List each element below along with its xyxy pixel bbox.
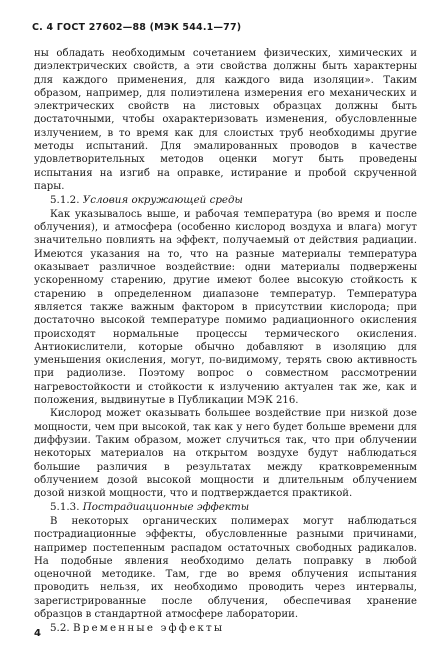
section-number: 5.1.2.: [50, 194, 80, 207]
section-title: Условия окружающей среды: [82, 194, 243, 207]
section-number: 5.1.3.: [50, 501, 80, 514]
paragraph-3: Кислород может оказывать большее воздействие при низкой дозе мощности, чем при высокой, так как у него будет больше времени для диффузии. Таким образом, может случиться так, что при облучении некоторых материалов на открытом воздухе будут наблюдаться большие различия в результатах между кратковременным облучением дозой высокой мощности и длительным облучением дозой низкой мощности, что и подтверждается практикой.: [34, 408, 417, 500]
page-number: 4: [34, 628, 41, 639]
section-heading-5-1-2: [50, 194, 417, 208]
paragraph-1: ны обладать необходимым сочетанием физических, химических и диэлектрических свойств, а эти свойства должны быть характерны для каждого применения, для каждого вида изоляции». Таким образом, например, для полиэтилена измерения его механических и электрических свойств на листовых образцах должны быть достаточными, чтобы охарактеризовать изменения, обусловленные излучением, в то время как для слоистых труб необходимы другие методы испытаний. Для эмалированных проводов в качестве удовлетворительных методов оценки могут быть проведены испытания на изгиб на оправке, истирание и пробой скрученной пары.: [34, 48, 417, 192]
section-heading-5-2: [50, 622, 417, 636]
section-heading-5-1-3: [50, 501, 417, 515]
page-header: С. 4 ГОСТ 27602—88 (МЭК 544.1—77): [32, 22, 242, 33]
section-number: 5.2.: [50, 622, 70, 635]
section-title: Пострадиационные эффекты: [82, 501, 250, 514]
section-title: Временные эффекты: [72, 622, 225, 635]
paragraph-2: Как указывалось выше, и рабочая температура (во время и после облучения), и атмосфера (особенно кислород воздуха и влага) могут значительно повлиять на эффект, получаемый от действия радиации. Имеются указания на то, что на разные материалы температура оказывает различное воздействие: одни материалы подвержены ускоренному старению, другие имеют более высокую стойкость к старению в определенном диапазоне температур. Температура является также важным фактором в присутствии кислорода; при достаточно высокой температуре помимо радиационного окисления происходят нормальные процессы термического окисления. Антиокислители, которые обычно добавляют в изоляцию для уменьшения окисления, могут, по-видимому, терять свою активность при радиолизе. Поэтому вопрос о совместном рассмотрении нагревостойкости и стойкости к излучению актуален так же, как и положения, выдвинутые в Публикации МЭК 216.: [34, 208, 417, 407]
paragraph-4: В некоторых органических полимерах могут наблюдаться пострадиационные эффекты, обусловленные разными причинами, например постепенным распадом остаточных свободных радикалов. На подобные явления необходимо делать поправку в любой оценочной методике. Там, где во время облучения испытания проводить нельзя, их необходимо проводить через интервалы, зарегистрированные после облучения, обеспечивая хранение образцов в стандартной атмосфере лаборатории.: [34, 515, 417, 621]
